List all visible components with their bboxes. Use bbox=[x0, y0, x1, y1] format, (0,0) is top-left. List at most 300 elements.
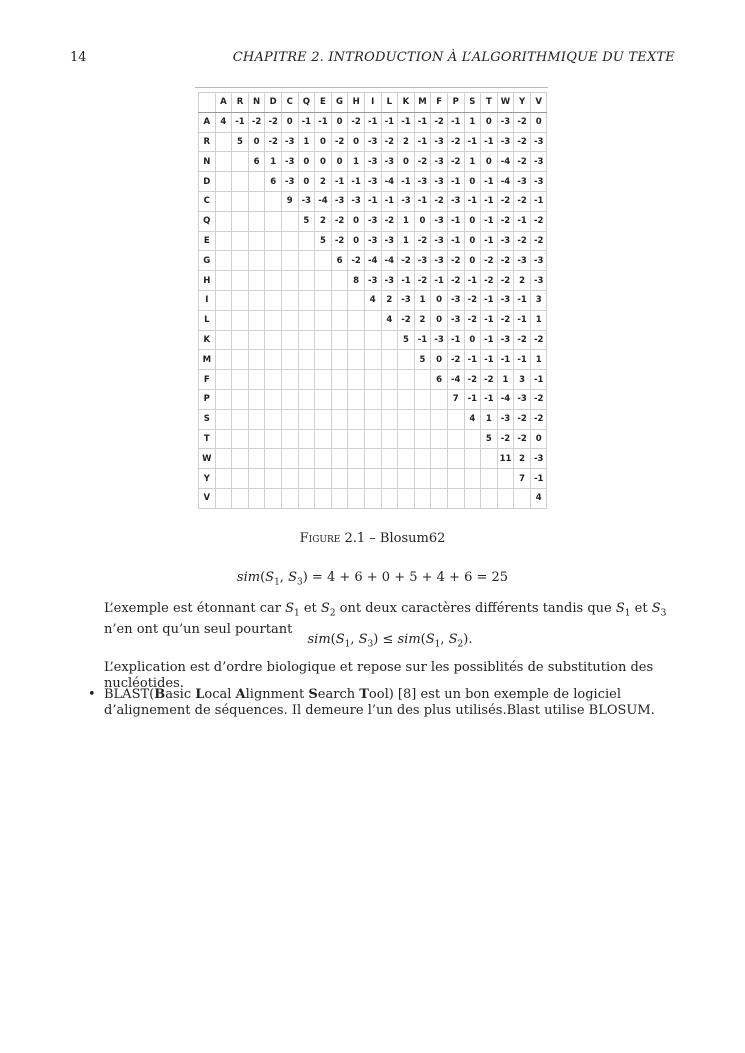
score-cell bbox=[215, 330, 232, 350]
score-cell: -2 bbox=[447, 132, 464, 152]
score-cell bbox=[447, 449, 464, 469]
score-cell: -3 bbox=[447, 310, 464, 330]
score-cell bbox=[315, 330, 332, 350]
score-cell bbox=[232, 271, 249, 291]
score-cell bbox=[431, 389, 448, 409]
column-header: F bbox=[431, 93, 448, 113]
score-cell bbox=[381, 370, 398, 390]
score-cell: -1 bbox=[381, 191, 398, 211]
column-header: K bbox=[398, 93, 415, 113]
blosum62-table bbox=[198, 92, 547, 509]
score-cell: 0 bbox=[315, 152, 332, 172]
row-header: W bbox=[199, 449, 216, 469]
score-cell: -1 bbox=[398, 271, 415, 291]
score-cell bbox=[298, 231, 315, 251]
score-cell bbox=[248, 488, 265, 508]
score-cell: -1 bbox=[364, 112, 381, 132]
row-header: K bbox=[199, 330, 216, 350]
score-cell bbox=[348, 429, 365, 449]
score-cell bbox=[381, 449, 398, 469]
score-cell bbox=[232, 231, 249, 251]
score-cell: -2 bbox=[514, 429, 531, 449]
score-cell: 8 bbox=[348, 271, 365, 291]
score-cell bbox=[298, 449, 315, 469]
score-cell: -2 bbox=[398, 251, 415, 271]
p1-text-b: et bbox=[299, 601, 321, 616]
score-cell bbox=[331, 389, 348, 409]
score-cell bbox=[414, 488, 431, 508]
score-cell bbox=[281, 211, 298, 231]
score-cell bbox=[248, 449, 265, 469]
equation-inequality: $sim(S_1$, $S_3) \le sim(S_1$, $S_2$). bbox=[307, 632, 473, 650]
score-cell: -1 bbox=[348, 172, 365, 192]
score-cell: -2 bbox=[497, 429, 514, 449]
score-cell bbox=[431, 469, 448, 489]
score-cell bbox=[381, 469, 398, 489]
score-cell: -2 bbox=[414, 231, 431, 251]
score-cell: 5 bbox=[481, 429, 498, 449]
score-cell bbox=[281, 469, 298, 489]
figure-caption-text: Blosum62 bbox=[379, 531, 446, 546]
score-cell: 6 bbox=[431, 370, 448, 390]
score-cell: 0 bbox=[298, 152, 315, 172]
score-cell: 2 bbox=[514, 271, 531, 291]
score-cell: -3 bbox=[398, 290, 415, 310]
score-cell: -3 bbox=[431, 211, 448, 231]
score-cell bbox=[431, 409, 448, 429]
score-cell: -3 bbox=[431, 152, 448, 172]
table-row bbox=[199, 350, 547, 370]
score-cell bbox=[315, 290, 332, 310]
column-header: T bbox=[481, 93, 498, 113]
score-cell bbox=[315, 469, 332, 489]
score-cell bbox=[464, 429, 481, 449]
score-cell bbox=[265, 449, 282, 469]
score-cell: 1 bbox=[464, 112, 481, 132]
score-cell bbox=[265, 370, 282, 390]
score-cell: 5 bbox=[315, 231, 332, 251]
score-cell bbox=[514, 488, 531, 508]
score-cell bbox=[315, 370, 332, 390]
score-cell: 4 bbox=[381, 310, 398, 330]
score-cell bbox=[215, 488, 232, 508]
score-cell: -3 bbox=[281, 172, 298, 192]
table-corner bbox=[199, 93, 216, 113]
score-cell: 0 bbox=[281, 112, 298, 132]
score-cell bbox=[331, 449, 348, 469]
score-cell: 2 bbox=[315, 211, 332, 231]
score-cell bbox=[232, 469, 249, 489]
score-cell: -1 bbox=[530, 370, 547, 390]
column-header: E bbox=[315, 93, 332, 113]
score-cell bbox=[481, 449, 498, 469]
score-cell: -3 bbox=[298, 191, 315, 211]
figure-label: Figure 2.1 bbox=[299, 531, 366, 546]
score-cell bbox=[447, 429, 464, 449]
p3-text: asic bbox=[165, 687, 196, 702]
score-cell bbox=[248, 350, 265, 370]
score-cell: -3 bbox=[364, 211, 381, 231]
score-cell bbox=[215, 191, 232, 211]
score-cell bbox=[481, 469, 498, 489]
table-row bbox=[199, 132, 547, 152]
score-cell: -2 bbox=[530, 409, 547, 429]
column-header: G bbox=[331, 93, 348, 113]
score-cell: -3 bbox=[414, 172, 431, 192]
table-row bbox=[199, 271, 547, 291]
score-cell bbox=[398, 488, 415, 508]
score-cell: 1 bbox=[265, 152, 282, 172]
score-cell: -3 bbox=[331, 191, 348, 211]
score-cell bbox=[447, 409, 464, 429]
score-cell: -3 bbox=[381, 152, 398, 172]
score-cell bbox=[364, 389, 381, 409]
score-cell bbox=[298, 370, 315, 390]
score-cell bbox=[281, 251, 298, 271]
table-row bbox=[199, 449, 547, 469]
score-cell bbox=[331, 350, 348, 370]
row-header: R bbox=[199, 132, 216, 152]
score-cell bbox=[232, 389, 249, 409]
score-cell bbox=[431, 488, 448, 508]
p1-text-e: n’en ont qu’un seul pourtant bbox=[104, 621, 293, 637]
score-cell bbox=[215, 429, 232, 449]
score-cell bbox=[215, 409, 232, 429]
score-cell: -3 bbox=[431, 172, 448, 192]
score-cell: -2 bbox=[514, 330, 531, 350]
score-cell bbox=[298, 330, 315, 350]
score-cell: -4 bbox=[447, 370, 464, 390]
score-cell: -3 bbox=[431, 251, 448, 271]
score-cell bbox=[348, 330, 365, 350]
score-cell bbox=[232, 172, 249, 192]
score-cell bbox=[215, 231, 232, 251]
score-cell bbox=[232, 449, 249, 469]
score-cell: -3 bbox=[398, 191, 415, 211]
score-cell bbox=[281, 389, 298, 409]
score-cell: -2 bbox=[447, 251, 464, 271]
table-row bbox=[199, 488, 547, 508]
score-cell: 0 bbox=[464, 231, 481, 251]
score-cell: -2 bbox=[514, 132, 531, 152]
score-cell bbox=[248, 290, 265, 310]
score-cell: 4 bbox=[215, 112, 232, 132]
score-cell: -2 bbox=[497, 211, 514, 231]
score-cell: 1 bbox=[530, 350, 547, 370]
score-cell bbox=[281, 488, 298, 508]
score-cell: 5 bbox=[232, 132, 249, 152]
score-cell: -1 bbox=[514, 211, 531, 231]
score-cell: -3 bbox=[381, 231, 398, 251]
score-cell: -2 bbox=[514, 409, 531, 429]
score-cell bbox=[364, 449, 381, 469]
score-cell bbox=[414, 449, 431, 469]
score-cell: 0 bbox=[464, 211, 481, 231]
score-cell: 0 bbox=[398, 152, 415, 172]
score-cell: -3 bbox=[414, 251, 431, 271]
score-cell: -1 bbox=[481, 191, 498, 211]
score-cell bbox=[381, 409, 398, 429]
score-cell: -2 bbox=[497, 271, 514, 291]
score-cell bbox=[281, 370, 298, 390]
p3-bold: B bbox=[154, 687, 166, 702]
score-cell bbox=[364, 469, 381, 489]
score-cell bbox=[215, 211, 232, 231]
score-cell bbox=[265, 409, 282, 429]
score-cell: -1 bbox=[232, 112, 249, 132]
score-cell: -1 bbox=[381, 112, 398, 132]
table-row bbox=[199, 172, 547, 192]
score-cell bbox=[431, 429, 448, 449]
score-cell bbox=[381, 429, 398, 449]
p3-text: earch bbox=[317, 687, 360, 702]
score-cell bbox=[331, 488, 348, 508]
score-cell: -2 bbox=[447, 152, 464, 172]
score-cell bbox=[315, 429, 332, 449]
score-cell bbox=[265, 330, 282, 350]
score-cell: -1 bbox=[497, 350, 514, 370]
row-header: N bbox=[199, 152, 216, 172]
score-cell bbox=[232, 290, 249, 310]
row-header: I bbox=[199, 290, 216, 310]
score-cell bbox=[298, 389, 315, 409]
score-cell: -2 bbox=[381, 132, 398, 152]
score-cell bbox=[331, 469, 348, 489]
score-cell: -4 bbox=[497, 172, 514, 192]
score-cell bbox=[281, 290, 298, 310]
score-cell: -3 bbox=[364, 132, 381, 152]
score-cell bbox=[281, 231, 298, 251]
row-header: T bbox=[199, 429, 216, 449]
score-cell: 0 bbox=[414, 211, 431, 231]
score-cell: -2 bbox=[530, 231, 547, 251]
score-cell: 6 bbox=[331, 251, 348, 271]
score-cell bbox=[232, 310, 249, 330]
score-cell: 0 bbox=[331, 152, 348, 172]
score-cell: 0 bbox=[348, 132, 365, 152]
score-cell bbox=[215, 469, 232, 489]
column-header: R bbox=[232, 93, 249, 113]
score-cell: -1 bbox=[447, 231, 464, 251]
score-cell bbox=[232, 330, 249, 350]
score-cell bbox=[265, 290, 282, 310]
score-cell: -4 bbox=[381, 172, 398, 192]
score-cell: -1 bbox=[481, 231, 498, 251]
score-cell: 0 bbox=[481, 152, 498, 172]
score-cell bbox=[265, 488, 282, 508]
score-cell bbox=[248, 271, 265, 291]
score-cell bbox=[414, 389, 431, 409]
p3-bold: T bbox=[359, 687, 369, 702]
row-header: M bbox=[199, 350, 216, 370]
table-row bbox=[199, 310, 547, 330]
score-cell: 5 bbox=[298, 211, 315, 231]
score-cell bbox=[265, 469, 282, 489]
page-header bbox=[70, 50, 675, 68]
score-cell bbox=[331, 271, 348, 291]
score-cell bbox=[281, 271, 298, 291]
score-cell bbox=[232, 370, 249, 390]
score-cell bbox=[265, 231, 282, 251]
p3-bold: L bbox=[195, 687, 205, 702]
score-cell: -1 bbox=[414, 132, 431, 152]
score-cell bbox=[364, 488, 381, 508]
score-cell bbox=[215, 132, 232, 152]
row-header: L bbox=[199, 310, 216, 330]
score-cell: -1 bbox=[481, 330, 498, 350]
score-cell: 0 bbox=[298, 172, 315, 192]
score-cell: 6 bbox=[248, 152, 265, 172]
score-cell: -3 bbox=[431, 231, 448, 251]
score-cell bbox=[315, 350, 332, 370]
score-cell: -3 bbox=[497, 290, 514, 310]
score-cell: -3 bbox=[497, 132, 514, 152]
score-cell: -3 bbox=[364, 271, 381, 291]
score-cell: -3 bbox=[447, 191, 464, 211]
score-cell: -3 bbox=[431, 330, 448, 350]
score-cell bbox=[348, 370, 365, 390]
score-cell bbox=[348, 350, 365, 370]
score-cell: -4 bbox=[315, 191, 332, 211]
blosum62-figure bbox=[198, 92, 547, 509]
score-cell bbox=[414, 429, 431, 449]
score-cell: 0 bbox=[348, 211, 365, 231]
score-cell bbox=[265, 251, 282, 271]
score-cell bbox=[215, 449, 232, 469]
score-cell: -2 bbox=[414, 152, 431, 172]
score-cell: -2 bbox=[464, 290, 481, 310]
row-header: Y bbox=[199, 469, 216, 489]
score-cell bbox=[364, 409, 381, 429]
score-cell: -3 bbox=[514, 172, 531, 192]
p3-text: BLAST( bbox=[104, 687, 155, 702]
score-cell bbox=[331, 429, 348, 449]
score-cell: -1 bbox=[398, 112, 415, 132]
score-cell: 1 bbox=[464, 152, 481, 172]
score-cell bbox=[447, 469, 464, 489]
score-cell: -1 bbox=[398, 172, 415, 192]
score-cell: -2 bbox=[497, 191, 514, 211]
score-cell: 11 bbox=[497, 449, 514, 469]
score-cell bbox=[398, 370, 415, 390]
score-cell bbox=[232, 409, 249, 429]
score-cell: -2 bbox=[481, 370, 498, 390]
row-header: E bbox=[199, 231, 216, 251]
score-cell bbox=[315, 271, 332, 291]
score-cell bbox=[381, 488, 398, 508]
score-cell: -2 bbox=[464, 370, 481, 390]
row-header: P bbox=[199, 389, 216, 409]
column-header: D bbox=[265, 93, 282, 113]
score-cell: -2 bbox=[481, 271, 498, 291]
score-cell bbox=[265, 350, 282, 370]
score-cell: -3 bbox=[364, 231, 381, 251]
score-cell: -1 bbox=[514, 290, 531, 310]
score-cell bbox=[248, 211, 265, 231]
score-cell bbox=[298, 350, 315, 370]
score-cell bbox=[331, 290, 348, 310]
score-cell bbox=[215, 350, 232, 370]
score-cell: 3 bbox=[530, 290, 547, 310]
figure-caption-separator: – bbox=[365, 531, 380, 546]
score-cell: -1 bbox=[464, 271, 481, 291]
score-cell: -1 bbox=[481, 310, 498, 330]
score-cell: -3 bbox=[497, 409, 514, 429]
score-cell bbox=[232, 488, 249, 508]
score-cell: -4 bbox=[497, 152, 514, 172]
score-cell: -2 bbox=[398, 310, 415, 330]
score-cell: -2 bbox=[381, 211, 398, 231]
score-cell bbox=[348, 409, 365, 429]
score-cell bbox=[232, 251, 249, 271]
running-title: CHAPITRE 2. INTRODUCTION À L’ALGORITHMIQUE DU TEXTE bbox=[232, 50, 675, 65]
score-cell bbox=[232, 191, 249, 211]
score-cell bbox=[298, 488, 315, 508]
table-row bbox=[199, 211, 547, 231]
score-cell: -2 bbox=[331, 231, 348, 251]
score-cell bbox=[298, 251, 315, 271]
score-cell: 1 bbox=[414, 290, 431, 310]
score-cell bbox=[364, 350, 381, 370]
score-cell bbox=[298, 429, 315, 449]
score-cell: -3 bbox=[381, 271, 398, 291]
score-cell bbox=[381, 330, 398, 350]
table-row bbox=[199, 191, 547, 211]
score-cell bbox=[348, 389, 365, 409]
p1-text-d: et bbox=[630, 601, 652, 616]
score-cell: -3 bbox=[514, 251, 531, 271]
score-cell: 2 bbox=[514, 449, 531, 469]
score-cell bbox=[381, 350, 398, 370]
score-cell bbox=[265, 310, 282, 330]
score-cell bbox=[464, 469, 481, 489]
score-cell: -3 bbox=[431, 132, 448, 152]
score-cell bbox=[298, 271, 315, 291]
score-cell: -2 bbox=[530, 389, 547, 409]
column-header: C bbox=[281, 93, 298, 113]
score-cell: -2 bbox=[514, 231, 531, 251]
score-cell bbox=[348, 290, 365, 310]
column-header: A bbox=[215, 93, 232, 113]
p1-text-c: ont deux caractères différents tandis que bbox=[335, 601, 616, 616]
score-cell: -3 bbox=[281, 132, 298, 152]
score-cell: -3 bbox=[497, 112, 514, 132]
table-row bbox=[199, 112, 547, 132]
score-cell bbox=[215, 251, 232, 271]
score-cell: -1 bbox=[414, 191, 431, 211]
score-cell bbox=[248, 191, 265, 211]
table-row bbox=[199, 469, 547, 489]
score-cell: 1 bbox=[298, 132, 315, 152]
p3-bold: A bbox=[235, 687, 246, 702]
score-cell: -2 bbox=[414, 271, 431, 291]
score-cell bbox=[215, 389, 232, 409]
column-header: P bbox=[447, 93, 464, 113]
row-header: C bbox=[199, 191, 216, 211]
score-cell bbox=[281, 449, 298, 469]
score-cell: -1 bbox=[464, 350, 481, 370]
score-cell: -2 bbox=[514, 191, 531, 211]
score-cell bbox=[464, 449, 481, 469]
score-cell: -1 bbox=[364, 191, 381, 211]
score-cell bbox=[348, 310, 365, 330]
score-cell bbox=[232, 211, 249, 231]
paragraph-blast bbox=[104, 687, 679, 719]
score-cell: -1 bbox=[464, 132, 481, 152]
score-cell: 2 bbox=[315, 172, 332, 192]
score-cell bbox=[298, 310, 315, 330]
score-cell bbox=[497, 469, 514, 489]
